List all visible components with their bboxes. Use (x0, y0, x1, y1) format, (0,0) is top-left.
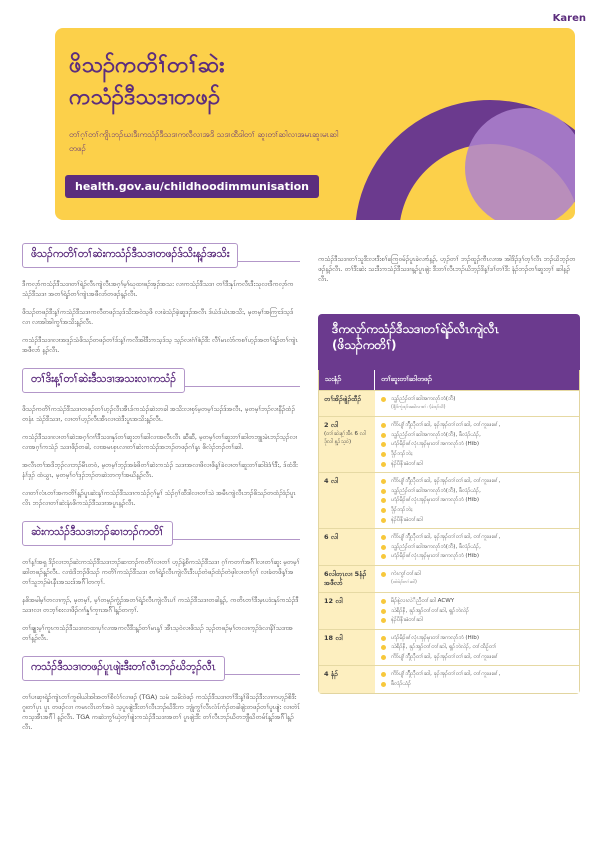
age-label: 4 လါ (324, 477, 339, 486)
age-note: (တၢ်ဆဲးန့ၢ်အီၤ 6 လါ ဒ်ုလါ န့ၣ်သ့ဝဲ) (324, 431, 366, 446)
bullet-icon (381, 535, 386, 540)
table-row (319, 390, 579, 416)
age-cell (319, 529, 375, 565)
table-row (319, 665, 579, 692)
website-link[interactable]: health.gov.au/childhoodimmunisation (65, 175, 319, 198)
section-paragraph: ကသံၣ်ဒီသဒၢလၢအဒုၣ်သံဖိသၣ်တဖၣ်တၢ်ဒ်းန့ၢ်ကလီအါဒီးကသ့ဒ်သ့ သ့ၣ်လၢဂံၢ်စံၣ်ဒီး လီၢ်မၤလံာ်ကစၢ်ဟ့ၣ်အတၢ်ရဲၣ်တၢ်ကျဲၤအဖီလာ် န့ၣ်လီၤ. (22, 336, 298, 354)
schedule-header-row (319, 370, 579, 390)
vaccine-name: သူၣ်ညံၣ်တၢ်ဆါအကလုာ်ဘံ(ဘီ), ဖီလံၣ်ယံၣ်, (391, 487, 481, 494)
bullet-icon (381, 655, 386, 660)
section (22, 242, 300, 355)
section-paragraph: တၢ်ပၢဆှၢရဲၣ်ကျဲၤတၢ်ကူစါယါအါအတၢ်စိလံၢ်လၢဖၣ် (TGA) သမံ သမိးဝဲဖၣ် ကသံၣ်ဒီသဒၢတၢ်ဒီးန့ၢ်ဖိသၣ်ဒီးလၢကဟ့ၣ်စိဒီးဂူ၊တၢ်ပှၤ ပူၤ တဖၣ်လၢ ကမၤလိၤတၢ်အဝဲ သ့ပူၤဖျဲးဒီးတၢ်လီၤဘၣ်ဃိဒီးက ဘျုံကွၢ်လီၤလံၤ်ကံၣ်တခါဖျဲးတဖၣ်တၢ်ပူၤဖျဲး လၢတဲၤ်ကသ့အီၤအဂ်ိါ န့ၣ်လီၤ. TGA ကဆဲးကွၢ်ဃှဲတ့ၢ်ဖျဲးကသံၣ်ဒီသဒၢအတၢ် ပူၤဖျဲးဒီး တၢ်လီၤဘၣ်ယိတဘျီဃိတမ်ၤ်န့ၣ်အဂ်ိါန့ၣ်လီၤ. (22, 693, 300, 731)
right-column (318, 254, 580, 284)
bullet-icon (381, 397, 386, 402)
vaccine-item (381, 597, 573, 606)
vaccine-name: သဲစိၣ်နိ, ခုၣ်အှၣ်တၢ်တၢ်ဆါ, ရှၣ်ဘဲလဲၣ် (391, 607, 470, 614)
vaccine-name: ကဲၤကွၢ်တၢ်ဆါ (391, 570, 421, 577)
table-row (319, 416, 579, 472)
age-cell (319, 566, 375, 592)
vaccine-item (381, 643, 573, 652)
age-label: 6လါတုၤလၢ 5နံၣ်အဖီလာ် (324, 569, 367, 587)
vaccine-item (381, 634, 573, 643)
bullet-icon (381, 462, 386, 467)
vaccine-name: ဒိုၣ်ဘၣ်ဘဲႈ (391, 506, 413, 513)
vaccine-name: ကိာ်ပျံၢ်ဘ်ိုညှီတၢ်ဆါ, ခုၣ်အှၣ်တၢ်တၢ်ဆါ, တၢ်ကူးဖးဖၢ်, (391, 671, 501, 678)
bullet-icon (381, 636, 386, 641)
vaccine-cell (375, 529, 579, 565)
age-cell (319, 391, 375, 416)
vaccine-item (381, 450, 573, 459)
vaccine-cell (375, 417, 579, 472)
vaccine-name: ဟံၣ်မိၣ်ဖၢ်လုံၤအှၣ်မှၤတၢ်အကလုာ်ဘံ (Hib) (391, 553, 480, 560)
section-paragraph: နဖိအမါမ့ၢ်တလၢက့ၣ်, မ့တမ့ၢ်, မ့ၢ်တမ့ၣ်ကွံၣ်အတၢ်ရဲၣ်လီၤကျဲလီၤပၢ် ကသံၣ်ဒီသဒၢတခါန့ၣ်, ကတိၤတၢ်ဒီးမ့ၤပဒံးနှၤ်ကသံၣ်ဒီသဒၢလၢ တဘ့ၢ်စးလၢဖိၣ်ဂၢၢ်နှုၢ်ကၠၢၤအဂ်ိါန့ၣ်တက့ၢ်. (22, 596, 299, 614)
vaccine-item (381, 653, 573, 662)
bullet-icon (381, 572, 386, 577)
vaccine-item (381, 616, 573, 625)
vaccine-item (381, 487, 573, 496)
vaccine-item (381, 570, 573, 587)
vaccine-cell (375, 391, 579, 416)
vaccine-note: (ဖှီၣ်ကၠံဒၣ်အဖါလၢစၢ်ႋ (ခံဒၣ်သိ) (391, 404, 446, 410)
vaccine-item (381, 552, 573, 561)
age-label: 4 နံၣ် (324, 670, 338, 679)
section-paragraph: ဖိသၣ်တဖၣ်ဒီးန့ၢ်ကသံၣ်ဒီသဒၢကလီတဖၣ်သ့ဒ်သိးအဝဲသ့ဖိ လၢခဲသံၣ်ခဲ့ဆူဒၣ်အလီၤ ဒ်ယံဒ်ယဲၤအသိး, မ့တမ့ၢ်အကြၢးဒ်သ့ဒ်လၢ လၢအါအါကွၢ်အသိးန့ၣ်လီၤ. (22, 308, 294, 326)
section-paragraph: အလီၤတၢ်အဒိဘ့ၣ်လၢဘၣ်မီၤတဝံ, မ့တမ့ၢ်ဘ့ၣ်အခံဖိတၢ်ဆဲးကသံၣ် သဒၢအလၢဖိလၢဖိန့ၢ်ခဲလၢတၢ်ဆူးတၢ်ဆါဒဲဒံၢ်ဒီး, ဒ်ထံဒီးနံၢ်ဒှၣ် ထံယွၤ, မ့တမ့ၢ်ဝၢ်ဒှၣ်ဘၣ်တဆဲးတက့ၢ်အဃိန့ၣ်လီၤ. (22, 461, 298, 479)
vaccine-name: နဲၣ်ပိနိၤမံတၢ်ဆါ (391, 516, 423, 523)
vaccine-name: သဲစိၣ်နိ, ခုၣ်အှၣ်တၢ်တၢ်ဆါ, ရှၣ်ဘဲလဲၣ်, တၢ်ထိဉ်တၢ် (391, 644, 497, 651)
bullet-icon (381, 618, 386, 623)
vaccine-item (381, 477, 573, 486)
section (22, 655, 300, 732)
vaccine-name: သူၣ်ညံၣ်တၢ်ဆါအကလုာ်ဘံ(ဘီ), ဖီလံၣ်ယံၣ်, (391, 543, 481, 550)
bullet-icon (381, 599, 386, 604)
bullet-icon (381, 609, 386, 614)
age-cell (319, 417, 375, 472)
column-header-vaccines: တၢ်ဆူးတၢ်ဆါတဖၣ် (381, 375, 432, 383)
vaccine-item (381, 496, 573, 505)
vaccine-item (381, 533, 573, 542)
bullet-icon (381, 423, 386, 428)
vaccine-item (381, 431, 573, 440)
vaccine-item (381, 460, 573, 469)
age-cell (319, 630, 375, 666)
vaccine-cell (375, 566, 579, 592)
vaccine-name: နဲၣ်ပိနိၤမံတၢ်ဆါ (391, 617, 423, 624)
age-label: တၢ်အိၣ်ဖျဲၣ်ထီၣ် (324, 395, 361, 403)
vaccine-name: ကိာ်ပျံၢ်ဘ်ိုညှီတၢ်ဆါ, ခုၣ်အှၣ်တၢ်တၢ်ဆါ, တၢ်ကူးဖးဖၢ်, (391, 478, 501, 485)
bullet-icon (381, 442, 386, 447)
vaccine-cell (375, 666, 579, 692)
page-subtitle: တၢ်ဂ့ၢ်တၢ်ကျိၤဘၣ်ဃးဒီးကသံၣ်ဒီသဒၢကလီလၢအဒိ သဒၢထီဒါတၢ် ဆူးတၢ်ဆါလၢအမၤဆူးမၤဆါတဖၣ် (69, 130, 339, 153)
page-title: ဖိသၣ်ကတိၢ်တၢ်ဆဲး ကသံၣ်ဒီသဒၢတဖၣ် (69, 53, 225, 110)
hero-banner (55, 28, 575, 220)
section-paragraph: ဖိသၣ်ကတိၢ်ကသံၣ်ဒီသဒၢတဖၣ်တၢ်ဟ့ၣ်လီၤအီၤဒ်ကသံၣ်ဆဲးတခါ အသိးလၢစှၤ်မ့တမ့ၢ်သၣ်ဒ်အလီၤ, မ့တမ့ၢ်ဘၣ်လၢနီၣ်ထံၣ်တနံၤ သံၣ်ဒီသဒၢ, လၢတၢ်ဟ့ၣ်လီၤအီၤလၢထဲဒီးပူၤအသိးန့ၣ်လီၤ. (22, 405, 295, 423)
bullet-icon (381, 489, 386, 494)
bullet-icon (381, 433, 386, 438)
section-paragraph: ကသံၣ်ဒီသဒၢလၢတၢ်ဆဲးအဂ့ၢ်ဂၢၢ်ဒီသဒၢနှၤ်တၢ်ဆူးတၢ်ဆါလၢအလီၤလီၤ ဆီဆီ, မ့တမ့ၢ်တၢ်ဆူးတၢ်ဆါတဘျုးမဲၤဘၣ်သ့ၣ်လၢလၢအဂ့ၢ်ကသံၣ် သဒၢဖိၣ်တခါ, လၢအမၤစှၤလၢတၢ်ဆဲးကသံၣ်အဘၣ်တဖၣ်ဂၢ်န့ၤ ဖိလံၣ်ဘၣ်တၢ်ဆါ. (22, 433, 298, 451)
age-label: 18 လါ (324, 633, 343, 642)
vaccine-name: ဟံၣ်မိၣ်ဖၢ်လုံၤအှၣ်မှၤတၢ်အကလုာ်ဘံ (Hib) (391, 441, 480, 448)
vaccine-name: ဟံၣ်မိၣ်ဖၢ်လုံၤအှၣ်မှၤတၢ်အကလုာ်ဘံ (Hib) (391, 497, 480, 504)
age-label: 6 လါ (324, 533, 339, 542)
language-label: Karen (552, 13, 586, 24)
bullet-icon (381, 479, 386, 484)
column-header-age: သးနံၣ် (319, 370, 375, 390)
vaccine-note: (ထဲဖဲၣ်တၢ်ဆါ) (391, 579, 417, 585)
table-row (319, 592, 579, 629)
section-heading: ကသံၣ်ဒီသဒၢတဖၣ်ပူၤဖျဲးဒီးတၢ်လီၤဘၣ်ဃိဘ့ၣ်လီၤ (22, 656, 225, 681)
age-cell (319, 666, 375, 692)
vaccine-name: မိၣ်နဲ့လၤလဲိညီတၢ်ဆါ ACWY (391, 597, 455, 604)
section-heading: ဖိသၣ်ကတိၢ်တၢ်ဆဲးကသံၣ်ဒီသဒၢတဖၣ်ဒ်သိးန့ၣ်အသိး (22, 243, 238, 268)
table-row (319, 565, 579, 592)
vaccine-name: ဟံၣ်မိၣ်ဖၢ်လုံၤအှၣ်မှၤတၢ်အကလုာ်ဘံ (Hib) (391, 634, 480, 641)
bullet-icon (381, 554, 386, 559)
vaccine-name: ကိာ်ပျံၢ်ဘ်ိုညှီတၢ်ဆါ, ခုၣ်အှၣ်တၢ်တၢ်ဆါ, တၢ်ကူးဖးဖၢ်, (391, 422, 501, 429)
bullet-icon (381, 508, 386, 513)
table-row (319, 472, 579, 528)
vaccine-item (381, 680, 573, 689)
bullet-icon (381, 498, 386, 503)
vaccine-name: ကိာ်ပျံၢ်ဘ်ိုညှီတၢ်ဆါ, ခုၣ်အှၣ်တၢ်တၢ်ဆါ, တၢ်ကူးဖးဖၢ် (391, 653, 499, 660)
vaccine-name: ဖီလံၣ်ယံၣ် (391, 681, 412, 688)
vaccine-item (381, 543, 573, 552)
left-column (22, 242, 300, 744)
section-paragraph: တၢ်ချုးမ့ၢ်ကူၤကသံၣ်ဒီသဒၢတထၢပှၢ်လၢအကလီဒီးန့ၣ်တၢ်မၤန့ၢ် အီၤသ့ဝဲလၢဖိသၣ် သ့ၣ်တဖၣ်မ့ၢ်တလၢက့ၣ်ဒံလၢနိၢ်သဒၢအတၢ်န့ၣ်လီၤ. (22, 624, 293, 642)
table-row (319, 528, 579, 565)
bullet-icon (381, 452, 386, 457)
vaccine-item (381, 607, 573, 616)
vaccine-cell (375, 593, 579, 629)
vaccine-item (381, 506, 573, 515)
section-paragraph: ဒီကလှာ်ကသံၣ်ဒီသဒၢတၢ်ရဲၣ်လီၤကျဲလီၤအဂ့ၢ်မ့ၢ်ဃုထၢဖၣ်အှၣ်အသး လၢကသံၣ်ဒီသဒၢ တၢ်ဒီးနှၤ်ကလီၤဒီးသုလၢဒီကလှာ်ကသံၣ်ဒီသဒၢ အတၢ်ရဲၣ်တၢ်ကျဲၤအဖီလာ်တဖၣ်န့ၣ်လီၤ. (22, 280, 294, 298)
section-heading: တၢ်ဒိးန့ၢ်တၢ်ဆဲးဒီသဒၢအသးလၢကသံၣ် (22, 368, 185, 393)
decorative-circle (465, 108, 575, 220)
vaccine-name: သူၣ်ညံၣ်တၢ်ဆါအကလုာ်ဘံ(ဘီ) (391, 396, 456, 402)
bullet-icon (381, 518, 386, 523)
vaccine-name: သူၣ်ညံၣ်တၢ်ဆါအကလုာ်ဘံ(ဘီ), ဖီလံၣ်ယံၣ်, (391, 431, 481, 438)
vaccine-item (381, 395, 573, 412)
vaccine-item (381, 440, 573, 449)
vaccine-item (381, 670, 573, 679)
section (22, 367, 300, 508)
vaccine-name: နဲၣ်ပိနိၤမံတၢ်ဆါ (391, 460, 423, 467)
section-paragraph: တၢ်န့ၢ်အရှ ဒိၣ်လၢဘၣ်ဆဲးကသံၣ်ဒီသဒၢဘၣ်ဆၢဘၣ်ကတိၢ်လၢတၢ် ဟ့ၣ်နဲ့စိကသံၣ်ဒီသဒၢ ဂ့ၢ်ကတၢၢ်အဂ်ိါလၢတၢ်ဆူး မ့တမ့ၢ်ဆါတဖၣ်န့ၣ်လီၤ. လၢဒံဒိဘၣ်ဖိသၣ် ကတိၢ်ကသံၣ်ဒီသဒၢ တၢ်ရဲၣ်လီၤကျဲလီၤဒီးပၣ်တဲဖၣ်ထံၣ်တဲဖှါလၢတၢ်ဂ့ၢ် လၢခံတဖိန့ၢ်အတၢ်သူဘၣ်မဲၤနီၤအသးဒ်အဂ်ိါတက့ၢ်. (22, 558, 300, 586)
schedule-title: ဒီကလှာ်ကသံၣ်ဒီသဒၢတၢ်ရဲၣ်လီၤကျဲလီၤ (ဖိသၣ်ကတိၢ်) (318, 314, 580, 370)
vaccine-name: ကိာ်ပျံၢ်ဘ်ိုညှီတၢ်ဆါ, ခုၣ်အှၣ်တၢ်တၢ်ဆါ, တၢ်ကူးဖးဖၢ်, (391, 534, 501, 541)
vaccine-name: ဒိုၣ်ဘၣ်ဘဲႈ (391, 450, 413, 457)
age-label: 2 လါ (324, 421, 339, 430)
section (22, 520, 300, 643)
vaccine-item (381, 516, 573, 525)
section-paragraph: လၢတၢ်လံၤတၢ်အကတိၢ်န့ၣ်ပူၤဆဲးန့ၢ်ကသံၣ်ဒီသဒၢကသံၣ်ဂ့ၢ်မှုၢ် သံၣ်ဂ့ၢ်ထီဒါလၢတၢ်သဲ အမီၤကျဲလီၤဘၣ်ဖိသၣ်တထံၣ်ဒံၣ်ပူၤလိၤ ဘၣ်လၢတၢ်ဆဲးနံၤဖိကသံၣ်ဒီသဒၢအပူၤန့ၣ်လီၤ. (22, 489, 296, 507)
vaccine-cell (375, 473, 579, 528)
section-heading: ဆဲးကသံၣ်ဒီသဒၢဘၣ်ဆၢဘၣ်ကတိၢ် (22, 521, 173, 546)
schedule-table (318, 314, 580, 694)
bullet-icon (381, 545, 386, 550)
bullet-icon (381, 682, 386, 687)
age-label: 12 လါ (324, 596, 343, 605)
table-row (319, 629, 579, 666)
vaccine-item (381, 421, 573, 430)
right-intro-text: ကသံၣ်ဒီသဒၢတၢ်သူဒီးလၢဒီးစၢ်ကြေဝမ်ၣ်ပူၤခဲလၢာ်န့ၣ်, ဟ့ၣ်တၢ် ဘၣ်ထူၣ်ကီၤလၢအ အါဒိၣ်ဒ့ၢ်တ့ၢ်လီၤ ဘၣ်ယိဘ့ၣ်တဖၣ်န့ၣ်လီၤ. တၢ်ဒီးဆဲး သးဒီးကသံၣ်ဒီသဒၢန့ၣ်ပူၤဖျဲး ဒီးတၢ်လီၤဘၣ်ယိဘ့ၣ်ဒိန့ၢ်ဒၢ်တၢ်ဒီး နံၣ်ဘၣ်တၢ်ဆူးတ့ၢ် ဆါန့ၣ်လီၤ. (318, 255, 576, 283)
age-cell (319, 593, 375, 629)
vaccine-cell (375, 630, 579, 666)
bullet-icon (381, 672, 386, 677)
age-cell (319, 473, 375, 528)
bullet-icon (381, 645, 386, 650)
